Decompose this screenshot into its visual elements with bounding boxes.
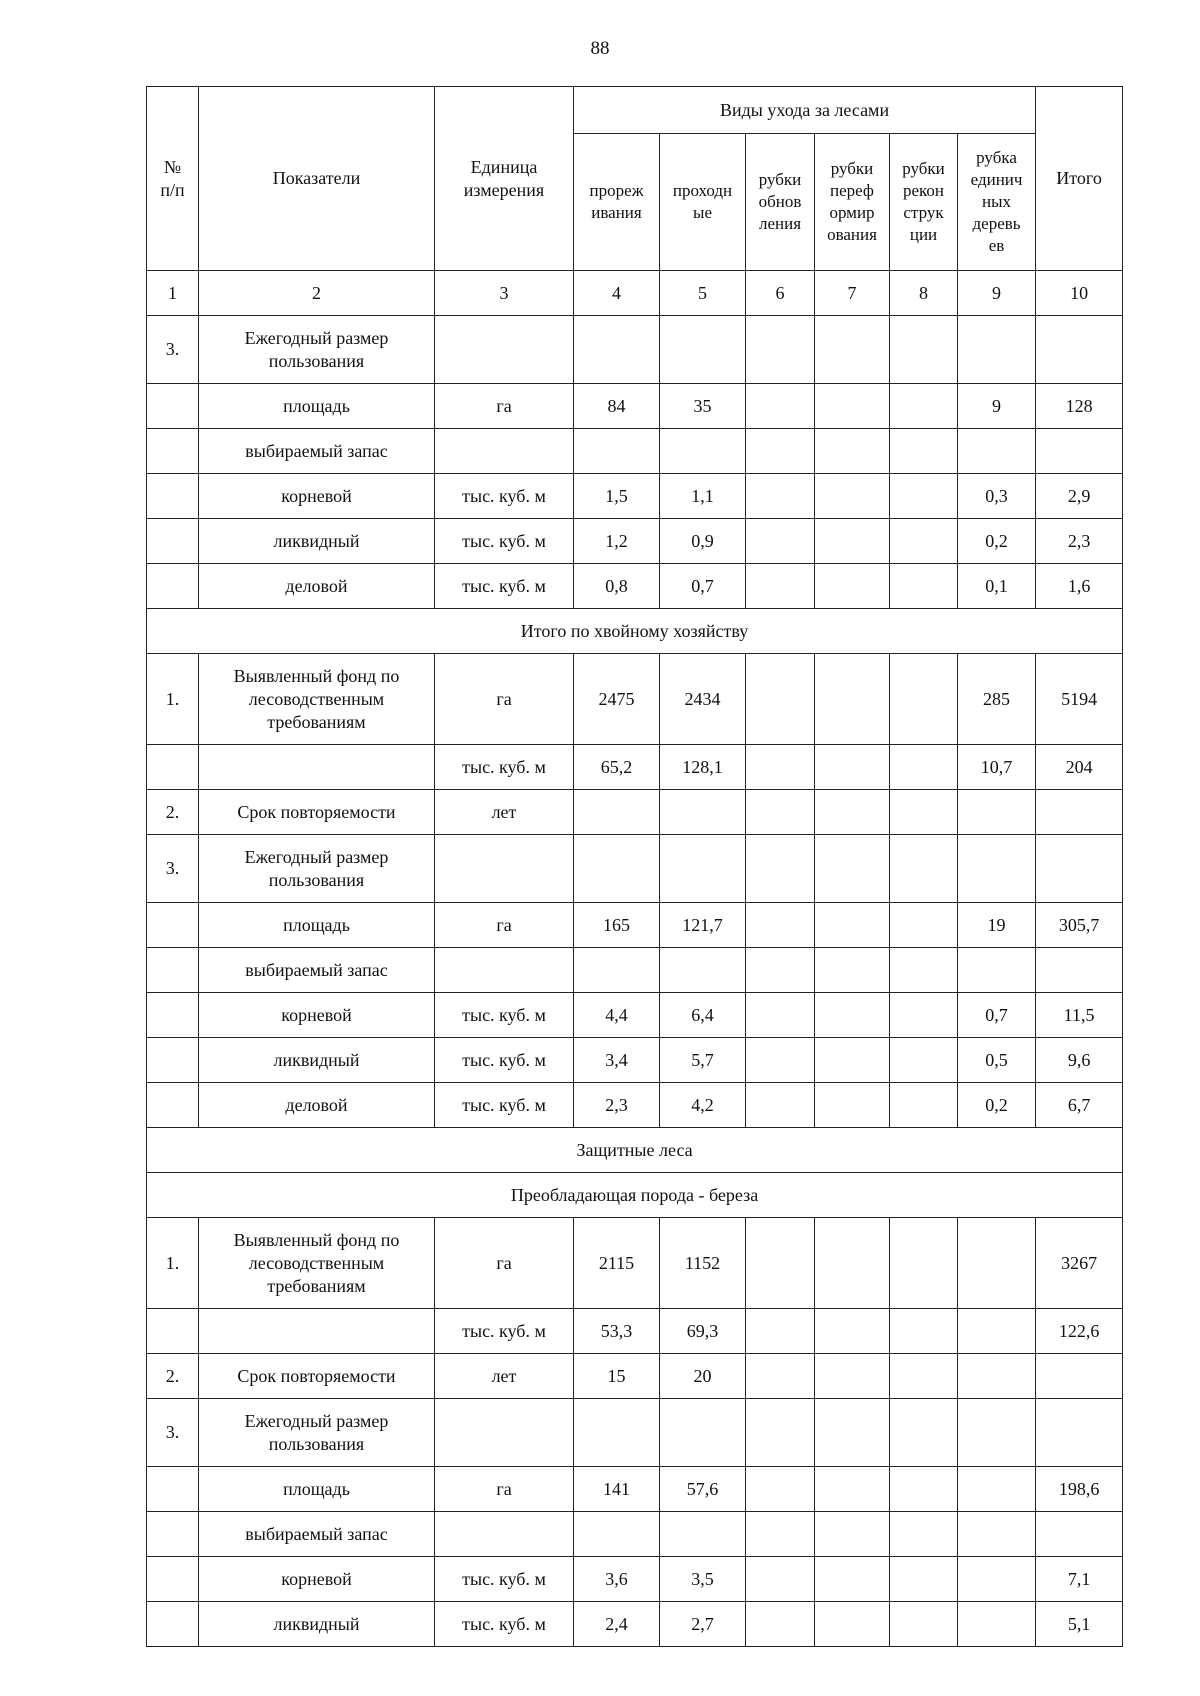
table-cell: 6,4 bbox=[660, 993, 746, 1038]
table-cell: лет bbox=[435, 790, 574, 835]
table-cell: ликвидный bbox=[199, 1038, 435, 1083]
table-cell bbox=[815, 1083, 890, 1128]
table-cell bbox=[147, 1038, 199, 1083]
table-cell: га bbox=[435, 1218, 574, 1309]
table-cell bbox=[746, 903, 815, 948]
table-cell: ликвидный bbox=[199, 1602, 435, 1647]
column-number: 9 bbox=[958, 271, 1036, 316]
table-cell bbox=[435, 948, 574, 993]
table-cell bbox=[147, 384, 199, 429]
table-cell bbox=[746, 1309, 815, 1354]
table-cell: 5194 bbox=[1036, 654, 1123, 745]
table-cell: 11,5 bbox=[1036, 993, 1123, 1038]
table-cell: 10,7 bbox=[958, 745, 1036, 790]
table-cell bbox=[746, 790, 815, 835]
table-cell bbox=[746, 1512, 815, 1557]
table-cell bbox=[890, 316, 958, 384]
table-cell bbox=[958, 429, 1036, 474]
table-cell bbox=[746, 835, 815, 903]
table-cell: тыс. куб. м bbox=[435, 564, 574, 609]
table-cell bbox=[890, 948, 958, 993]
table-cell bbox=[1036, 948, 1123, 993]
table-cell bbox=[746, 564, 815, 609]
table-cell bbox=[147, 1512, 199, 1557]
header-col-reconstruction: рубки рекон струк ции bbox=[890, 134, 958, 271]
table-cell bbox=[815, 654, 890, 745]
table-cell: 1. bbox=[147, 1218, 199, 1309]
table-row bbox=[147, 429, 1123, 474]
table-cell bbox=[815, 1557, 890, 1602]
table-row bbox=[147, 474, 1123, 519]
table-cell bbox=[815, 1512, 890, 1557]
table-cell: корневой bbox=[199, 993, 435, 1038]
table-cell: 3,6 bbox=[574, 1557, 660, 1602]
table-cell bbox=[147, 993, 199, 1038]
table-cell bbox=[746, 1038, 815, 1083]
table-cell bbox=[660, 1399, 746, 1467]
table-cell bbox=[1036, 316, 1123, 384]
table-cell: 69,3 bbox=[660, 1309, 746, 1354]
table-row bbox=[147, 1602, 1123, 1647]
table-cell: 84 bbox=[574, 384, 660, 429]
table-cell bbox=[958, 1354, 1036, 1399]
table-cell: 2434 bbox=[660, 654, 746, 745]
table-cell: 1,6 bbox=[1036, 564, 1123, 609]
table-cell bbox=[435, 429, 574, 474]
table-cell bbox=[890, 1083, 958, 1128]
table-cell: тыс. куб. м bbox=[435, 519, 574, 564]
table-cell: 6,7 bbox=[1036, 1083, 1123, 1128]
table-cell bbox=[890, 519, 958, 564]
table-cell bbox=[746, 654, 815, 745]
table-cell: 285 bbox=[958, 654, 1036, 745]
table-cell bbox=[890, 1512, 958, 1557]
table-row bbox=[147, 835, 1123, 903]
table-cell bbox=[815, 790, 890, 835]
table-cell bbox=[815, 1467, 890, 1512]
table-cell bbox=[890, 1218, 958, 1309]
column-number: 4 bbox=[574, 271, 660, 316]
table-cell: 0,2 bbox=[958, 519, 1036, 564]
table-cell bbox=[1036, 790, 1123, 835]
table-cell: тыс. куб. м bbox=[435, 993, 574, 1038]
table-cell bbox=[746, 316, 815, 384]
table-cell: 4,2 bbox=[660, 1083, 746, 1128]
table-row bbox=[147, 1038, 1123, 1083]
header-total: Итого bbox=[1036, 87, 1123, 271]
table-cell bbox=[660, 948, 746, 993]
table-cell: тыс. куб. м bbox=[435, 474, 574, 519]
table-cell bbox=[199, 745, 435, 790]
table-cell bbox=[958, 790, 1036, 835]
table-cell bbox=[890, 384, 958, 429]
table-cell bbox=[958, 1399, 1036, 1467]
table-cell bbox=[660, 316, 746, 384]
table-cell: Ежегодный размер пользования bbox=[199, 835, 435, 903]
table-cell: деловой bbox=[199, 1083, 435, 1128]
table-cell bbox=[815, 474, 890, 519]
table-row bbox=[147, 1309, 1123, 1354]
table-cell bbox=[574, 835, 660, 903]
table-cell bbox=[815, 1354, 890, 1399]
table-cell bbox=[1036, 835, 1123, 903]
table-cell bbox=[890, 564, 958, 609]
table-cell: выбираемый запас bbox=[199, 429, 435, 474]
table-cell: тыс. куб. м bbox=[435, 1557, 574, 1602]
table-cell bbox=[958, 316, 1036, 384]
table-cell bbox=[958, 1467, 1036, 1512]
table-cell: тыс. куб. м bbox=[435, 1602, 574, 1647]
table-cell bbox=[890, 903, 958, 948]
table-cell bbox=[815, 429, 890, 474]
table-cell bbox=[890, 1038, 958, 1083]
table-cell bbox=[815, 384, 890, 429]
table-cell: 0,8 bbox=[574, 564, 660, 609]
table-cell bbox=[199, 1309, 435, 1354]
table-cell bbox=[147, 1083, 199, 1128]
table-cell: 5,7 bbox=[660, 1038, 746, 1083]
table-cell: 3. bbox=[147, 316, 199, 384]
table-cell bbox=[435, 316, 574, 384]
table-cell bbox=[815, 316, 890, 384]
table-cell bbox=[815, 948, 890, 993]
table-cell: 198,6 bbox=[1036, 1467, 1123, 1512]
table-cell bbox=[958, 1218, 1036, 1309]
table-cell bbox=[890, 1399, 958, 1467]
table-cell: Ежегодный размер пользования bbox=[199, 1399, 435, 1467]
table-cell: ликвидный bbox=[199, 519, 435, 564]
table-cell: га bbox=[435, 1467, 574, 1512]
table-cell bbox=[660, 429, 746, 474]
table-cell bbox=[1036, 429, 1123, 474]
table-cell: 2475 bbox=[574, 654, 660, 745]
table-cell bbox=[574, 316, 660, 384]
table-cell: 0,2 bbox=[958, 1083, 1036, 1128]
table-row bbox=[147, 1399, 1123, 1467]
table-cell bbox=[147, 564, 199, 609]
table-cell bbox=[815, 745, 890, 790]
table-cell: выбираемый запас bbox=[199, 1512, 435, 1557]
table-cell bbox=[958, 1557, 1036, 1602]
header-col-thinning: прореж ивания bbox=[574, 134, 660, 271]
table-cell: 5,1 bbox=[1036, 1602, 1123, 1647]
table-cell: 128,1 bbox=[660, 745, 746, 790]
table-cell bbox=[815, 1309, 890, 1354]
table-cell: га bbox=[435, 654, 574, 745]
table-cell bbox=[660, 790, 746, 835]
table-cell bbox=[746, 474, 815, 519]
table-row bbox=[147, 654, 1123, 745]
table-cell bbox=[1036, 1354, 1123, 1399]
table-cell: площадь bbox=[199, 1467, 435, 1512]
table-cell bbox=[147, 474, 199, 519]
table-cell: 15 bbox=[574, 1354, 660, 1399]
header-col-renewal: рубки обнов ления bbox=[746, 134, 815, 271]
table-cell: 4,4 bbox=[574, 993, 660, 1038]
table-cell: 7,1 bbox=[1036, 1557, 1123, 1602]
table-cell: 2,7 bbox=[660, 1602, 746, 1647]
table-cell bbox=[746, 1399, 815, 1467]
table-row bbox=[147, 316, 1123, 384]
table-cell bbox=[147, 429, 199, 474]
table-cell bbox=[815, 519, 890, 564]
table-cell: 53,3 bbox=[574, 1309, 660, 1354]
section-row bbox=[147, 609, 1123, 654]
table-cell bbox=[574, 1399, 660, 1467]
table-cell bbox=[890, 835, 958, 903]
table-cell bbox=[890, 429, 958, 474]
table-cell: 2,3 bbox=[1036, 519, 1123, 564]
table-cell: га bbox=[435, 903, 574, 948]
section-title: Защитные леса bbox=[147, 1128, 1123, 1173]
column-numbers-row bbox=[147, 271, 1123, 316]
table-cell bbox=[660, 835, 746, 903]
column-number: 5 bbox=[660, 271, 746, 316]
table-cell: тыс. куб. м bbox=[435, 745, 574, 790]
table-cell bbox=[958, 1602, 1036, 1647]
column-number: 1 bbox=[147, 271, 199, 316]
section-row bbox=[147, 1128, 1123, 1173]
table-cell: 0,7 bbox=[958, 993, 1036, 1038]
table-cell bbox=[890, 654, 958, 745]
table-cell: Срок повторяемости bbox=[199, 1354, 435, 1399]
page-number: 88 bbox=[590, 38, 610, 59]
table-cell bbox=[147, 1557, 199, 1602]
header-unit: Единица измерения bbox=[435, 87, 574, 271]
table-cell bbox=[746, 429, 815, 474]
table-cell: га bbox=[435, 384, 574, 429]
table-cell: 0,7 bbox=[660, 564, 746, 609]
table-cell bbox=[746, 1467, 815, 1512]
table-cell: 1,5 bbox=[574, 474, 660, 519]
table-cell bbox=[890, 790, 958, 835]
table-row bbox=[147, 1557, 1123, 1602]
section-row bbox=[147, 1173, 1123, 1218]
table-cell bbox=[746, 1218, 815, 1309]
table-cell: 204 bbox=[1036, 745, 1123, 790]
table-cell bbox=[815, 903, 890, 948]
table-cell: тыс. куб. м bbox=[435, 1309, 574, 1354]
table-cell bbox=[890, 1354, 958, 1399]
table-cell: Срок повторяемости bbox=[199, 790, 435, 835]
table-cell: 2,4 bbox=[574, 1602, 660, 1647]
table-row bbox=[147, 1467, 1123, 1512]
table-cell: 128 bbox=[1036, 384, 1123, 429]
table-cell: Ежегодный размер пользования bbox=[199, 316, 435, 384]
table-cell: площадь bbox=[199, 384, 435, 429]
table-cell: 3. bbox=[147, 1399, 199, 1467]
table-cell bbox=[1036, 1512, 1123, 1557]
table-cell bbox=[746, 384, 815, 429]
table-cell: 305,7 bbox=[1036, 903, 1123, 948]
table-cell: 1,2 bbox=[574, 519, 660, 564]
column-number: 6 bbox=[746, 271, 815, 316]
table-cell: 3,4 bbox=[574, 1038, 660, 1083]
table-cell: 2,9 bbox=[1036, 474, 1123, 519]
table-cell bbox=[435, 835, 574, 903]
table-cell: 2,3 bbox=[574, 1083, 660, 1128]
table-row bbox=[147, 903, 1123, 948]
table-cell bbox=[746, 519, 815, 564]
table-row bbox=[147, 1512, 1123, 1557]
table-cell: лет bbox=[435, 1354, 574, 1399]
table-cell bbox=[815, 1038, 890, 1083]
table-cell: корневой bbox=[199, 474, 435, 519]
table-cell bbox=[574, 790, 660, 835]
table-row bbox=[147, 564, 1123, 609]
forest-care-table bbox=[146, 86, 1123, 1647]
section-title: Преобладающая порода - береза bbox=[147, 1173, 1123, 1218]
table-cell bbox=[147, 903, 199, 948]
table-cell: выбираемый запас bbox=[199, 948, 435, 993]
table-cell bbox=[660, 1512, 746, 1557]
table-cell bbox=[815, 1218, 890, 1309]
table-cell bbox=[890, 474, 958, 519]
table-cell bbox=[890, 1467, 958, 1512]
table-row bbox=[147, 745, 1123, 790]
table-cell: площадь bbox=[199, 903, 435, 948]
table-cell bbox=[435, 1399, 574, 1467]
table-cell: 57,6 bbox=[660, 1467, 746, 1512]
table-cell: тыс. куб. м bbox=[435, 1038, 574, 1083]
table-cell: 2. bbox=[147, 1354, 199, 1399]
table-row bbox=[147, 993, 1123, 1038]
table-cell: 0,5 bbox=[958, 1038, 1036, 1083]
table-cell: 9,6 bbox=[1036, 1038, 1123, 1083]
table-cell: деловой bbox=[199, 564, 435, 609]
table-row bbox=[147, 1218, 1123, 1309]
table-cell bbox=[147, 1602, 199, 1647]
table-cell bbox=[890, 1309, 958, 1354]
table-cell bbox=[890, 1602, 958, 1647]
column-number: 2 bbox=[199, 271, 435, 316]
table-cell bbox=[746, 993, 815, 1038]
table-cell bbox=[815, 993, 890, 1038]
table-cell: корневой bbox=[199, 1557, 435, 1602]
table-row bbox=[147, 1354, 1123, 1399]
table-cell: 65,2 bbox=[574, 745, 660, 790]
table-cell bbox=[958, 948, 1036, 993]
table-cell bbox=[890, 745, 958, 790]
table-cell: 0,3 bbox=[958, 474, 1036, 519]
table-cell: 165 bbox=[574, 903, 660, 948]
table-cell bbox=[435, 1512, 574, 1557]
table-row bbox=[147, 384, 1123, 429]
table-cell bbox=[147, 745, 199, 790]
table-row bbox=[147, 790, 1123, 835]
table-cell: 0,9 bbox=[660, 519, 746, 564]
table-cell: 3,5 bbox=[660, 1557, 746, 1602]
table-cell bbox=[147, 1467, 199, 1512]
column-number: 3 bbox=[435, 271, 574, 316]
table-cell bbox=[574, 1512, 660, 1557]
table-cell: 141 bbox=[574, 1467, 660, 1512]
table-cell bbox=[746, 948, 815, 993]
table-cell: 2. bbox=[147, 790, 199, 835]
table-body bbox=[147, 316, 1123, 1647]
table-cell bbox=[574, 429, 660, 474]
table-cell: 20 bbox=[660, 1354, 746, 1399]
table-cell bbox=[746, 1083, 815, 1128]
table-cell: 2115 bbox=[574, 1218, 660, 1309]
header-col-single-trees: рубка единич ных деревь ев bbox=[958, 134, 1036, 271]
table-cell bbox=[746, 1602, 815, 1647]
table-cell bbox=[890, 993, 958, 1038]
table-cell: 121,7 bbox=[660, 903, 746, 948]
table-cell: 122,6 bbox=[1036, 1309, 1123, 1354]
table-cell bbox=[890, 1557, 958, 1602]
table-row bbox=[147, 519, 1123, 564]
table-cell bbox=[958, 1512, 1036, 1557]
table-cell: 9 bbox=[958, 384, 1036, 429]
table-cell bbox=[147, 1309, 199, 1354]
table-cell bbox=[815, 564, 890, 609]
column-number: 7 bbox=[815, 271, 890, 316]
table-cell bbox=[958, 835, 1036, 903]
table-cell: 0,1 bbox=[958, 564, 1036, 609]
header-group: Виды ухода за лесами bbox=[574, 87, 1036, 134]
table-cell: 35 bbox=[660, 384, 746, 429]
table-row bbox=[147, 1083, 1123, 1128]
table-cell: Выявленный фонд по лесоводственным требованиям bbox=[199, 1218, 435, 1309]
table-cell: 1152 bbox=[660, 1218, 746, 1309]
table-cell bbox=[746, 1354, 815, 1399]
header-indicator: Показатели bbox=[199, 87, 435, 271]
header-col-reformation: рубки переф ормир ования bbox=[815, 134, 890, 271]
table-cell bbox=[815, 835, 890, 903]
table-cell bbox=[958, 1309, 1036, 1354]
table-cell: 3. bbox=[147, 835, 199, 903]
header-num: № п/п bbox=[147, 87, 199, 271]
table-cell bbox=[815, 1399, 890, 1467]
table-cell bbox=[1036, 1399, 1123, 1467]
table-cell bbox=[147, 519, 199, 564]
table-cell: 1. bbox=[147, 654, 199, 745]
table-row bbox=[147, 948, 1123, 993]
table-cell: 3267 bbox=[1036, 1218, 1123, 1309]
header-col-passage: проходн ые bbox=[660, 134, 746, 271]
section-title: Итого по хвойному хозяйству bbox=[147, 609, 1123, 654]
table-cell bbox=[147, 948, 199, 993]
table-cell: 1,1 bbox=[660, 474, 746, 519]
table-cell bbox=[746, 1557, 815, 1602]
column-number: 10 bbox=[1036, 271, 1123, 316]
table-cell: Выявленный фонд по лесоводственным требованиям bbox=[199, 654, 435, 745]
column-number: 8 bbox=[890, 271, 958, 316]
table-cell bbox=[815, 1602, 890, 1647]
table-cell bbox=[574, 948, 660, 993]
table-cell: 19 bbox=[958, 903, 1036, 948]
table-cell bbox=[746, 745, 815, 790]
table-cell: тыс. куб. м bbox=[435, 1083, 574, 1128]
